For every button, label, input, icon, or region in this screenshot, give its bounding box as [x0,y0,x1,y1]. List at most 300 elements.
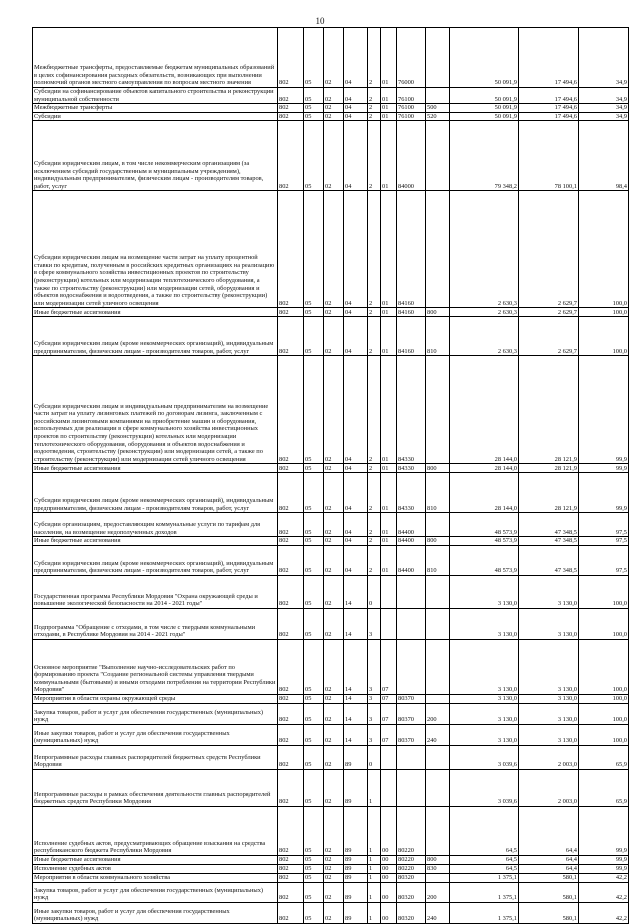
cell-vr: 200 [426,703,450,724]
cell-dir: 80320 [397,882,426,902]
cell-om: 01 [381,545,397,575]
cell-grbs: 802 [278,191,304,308]
cell-fact: 3 130,0 [519,608,579,639]
cell-om: 07 [381,639,397,694]
cell-pct: 100,0 [579,724,629,745]
cell-om [381,769,397,806]
cell-rz: 05 [304,28,324,88]
cell-plan: 3 130,0 [450,575,519,608]
cell-gp: 14 [344,703,368,724]
cell-om: 00 [381,864,397,873]
cell-vr: 800 [426,464,450,473]
cell-om: 01 [381,317,397,356]
cell-pr: 02 [324,694,344,703]
cell-om: 01 [381,308,397,317]
cell-pp: 3 [368,608,381,639]
cell-rz: 05 [304,873,324,882]
cell-dir: 76100 [397,112,426,121]
cell-pp: 1 [368,873,381,882]
cell-rz: 05 [304,537,324,546]
cell-pp: 2 [368,104,381,113]
cell-grbs: 802 [278,28,304,88]
table-row [33,513,629,537]
table-body [33,28,629,924]
cell-grbs: 802 [278,855,304,864]
table-row [33,317,629,356]
cell-vr [426,806,450,855]
cell-gp: 14 [344,694,368,703]
cell-pr: 02 [324,745,344,769]
cell-plan: 79 348,2 [450,121,519,191]
cell-dir: 84000 [397,121,426,191]
cell-grbs: 802 [278,473,304,513]
cell-grbs: 802 [278,121,304,191]
cell-plan: 1 375,1 [450,882,519,902]
cell-gp: 04 [344,473,368,513]
cell-fact: 2 629,7 [519,308,579,317]
table-row [33,745,629,769]
cell-pct: 34,9 [579,112,629,121]
cell-fact: 28 121,9 [519,464,579,473]
cell-fact: 2 003,0 [519,769,579,806]
cell-pr: 02 [324,882,344,902]
cell-dir: 84330 [397,464,426,473]
cell-dir: 80220 [397,806,426,855]
cell-gp: 04 [344,112,368,121]
table-row [33,28,629,88]
cell-plan: 3 130,0 [450,608,519,639]
cell-vr [426,88,450,104]
cell-pct: 100,0 [579,191,629,308]
cell-vr [426,639,450,694]
cell-fact: 17 494,6 [519,112,579,121]
cell-rz: 05 [304,864,324,873]
cell-pp: 3 [368,694,381,703]
cell-grbs: 802 [278,703,304,724]
cell-om: 01 [381,464,397,473]
cell-dir: 84400 [397,545,426,575]
cell-vr: 240 [426,902,450,923]
cell-gp: 04 [344,317,368,356]
cell-name: Субсидии юридическим лицам (кроме некоммерческих организаций), индивидуальным предпринимателям, физическим лицам - производителям товаров, работ, услуг [33,545,278,575]
cell-rz: 05 [304,902,324,923]
cell-gp: 89 [344,882,368,902]
cell-name: Субсидии юридическим лицам (кроме некоммерческих организаций), индивидуальным предпринимателям, физическим лицам - производителям товаров, работ, услуг [33,473,278,513]
cell-pr: 02 [324,191,344,308]
cell-om [381,745,397,769]
table-row [33,356,629,464]
cell-dir: 84160 [397,308,426,317]
cell-pr: 02 [324,769,344,806]
cell-pct: 98,4 [579,121,629,191]
cell-rz: 05 [304,575,324,608]
cell-fact: 47 348,5 [519,545,579,575]
cell-pct: 65,9 [579,769,629,806]
cell-dir: 84400 [397,537,426,546]
cell-name: Межбюджетные трансферты, предоставляемые бюджетам муниципальных образований в целях софинансирования расходных обязательств, возникающих при выполнении полномочий органов местного самоуправления по вопросам местного значения [33,28,278,88]
cell-grbs: 802 [278,694,304,703]
cell-pr: 02 [324,864,344,873]
cell-fact: 78 100,1 [519,121,579,191]
cell-grbs: 802 [278,769,304,806]
table-row [33,88,629,104]
cell-grbs: 802 [278,608,304,639]
cell-rz: 05 [304,724,324,745]
cell-pp: 1 [368,864,381,873]
cell-grbs: 802 [278,464,304,473]
cell-name: Иные закупки товаров, работ и услуг для обеспечения государственных (муниципальных) нужд [33,724,278,745]
cell-fact: 28 121,9 [519,356,579,464]
cell-pp: 1 [368,882,381,902]
cell-plan: 28 144,0 [450,356,519,464]
cell-pct: 100,0 [579,308,629,317]
cell-plan: 48 573,9 [450,513,519,537]
table-row [33,104,629,113]
cell-pr: 02 [324,513,344,537]
cell-pp: 1 [368,806,381,855]
table-row [33,191,629,308]
cell-grbs: 802 [278,745,304,769]
cell-gp: 04 [344,356,368,464]
table-row [33,882,629,902]
cell-om: 01 [381,537,397,546]
cell-gp: 04 [344,308,368,317]
cell-grbs: 802 [278,537,304,546]
cell-name: Субсидии юридическим лицам (кроме некоммерческих организаций), индивидуальным предпринимателям, физическим лицам - производителям товаров, работ, услуг [33,317,278,356]
cell-grbs: 802 [278,317,304,356]
cell-pct: 97,5 [579,513,629,537]
cell-name: Субсидии на софинансирование объектов капитального строительства и реконструкции муниципальной собственности [33,88,278,104]
cell-gp: 04 [344,121,368,191]
cell-dir: 76100 [397,88,426,104]
cell-name: Исполнение судебных актов [33,864,278,873]
cell-pr: 02 [324,855,344,864]
cell-rz: 05 [304,855,324,864]
cell-fact: 17 494,6 [519,28,579,88]
cell-fact: 580,1 [519,902,579,923]
table-row [33,694,629,703]
cell-pct: 99,9 [579,806,629,855]
table-row [33,806,629,855]
cell-pr: 02 [324,473,344,513]
cell-vr: 830 [426,864,450,873]
cell-plan: 2 630,3 [450,317,519,356]
table-row [33,473,629,513]
cell-rz: 05 [304,703,324,724]
cell-pp: 2 [368,308,381,317]
cell-om: 01 [381,473,397,513]
cell-vr: 520 [426,112,450,121]
cell-vr: 810 [426,317,450,356]
cell-pp: 2 [368,28,381,88]
cell-pp: 0 [368,745,381,769]
cell-pct: 99,9 [579,473,629,513]
cell-rz: 05 [304,308,324,317]
cell-pr: 02 [324,121,344,191]
cell-pp: 2 [368,537,381,546]
cell-name: Субсидии юридическим лицам, в том числе некоммерческим организациям (за исключением субсидий государственным и муниципальным учреждениям), индивидуальным предпринимателям, физическим лицам - производителям товаров, работ, услуг [33,121,278,191]
cell-vr [426,694,450,703]
cell-plan: 64,5 [450,806,519,855]
table-row [33,537,629,546]
cell-fact: 17 494,6 [519,88,579,104]
page-number: 10 [315,16,325,26]
cell-grbs: 802 [278,88,304,104]
cell-plan: 2 630,3 [450,308,519,317]
cell-fact: 3 130,0 [519,724,579,745]
cell-pr: 02 [324,639,344,694]
cell-om [381,608,397,639]
cell-dir: 80370 [397,724,426,745]
cell-om: 01 [381,112,397,121]
cell-pp: 2 [368,88,381,104]
cell-gp: 89 [344,745,368,769]
table-row [33,855,629,864]
cell-vr: 800 [426,308,450,317]
cell-gp: 04 [344,191,368,308]
cell-rz: 05 [304,745,324,769]
cell-gp: 89 [344,902,368,923]
cell-rz: 05 [304,882,324,902]
budget-table [32,27,629,924]
cell-vr [426,745,450,769]
cell-plan: 3 130,0 [450,703,519,724]
cell-vr: 200 [426,882,450,902]
cell-rz: 05 [304,806,324,855]
cell-gp: 14 [344,575,368,608]
cell-dir [397,745,426,769]
cell-plan: 3 130,0 [450,694,519,703]
cell-om: 01 [381,121,397,191]
cell-vr [426,513,450,537]
cell-pr: 02 [324,104,344,113]
cell-pp: 2 [368,545,381,575]
cell-grbs: 802 [278,308,304,317]
cell-rz: 05 [304,112,324,121]
cell-name: Иные бюджетные ассигнования [33,537,278,546]
cell-pr: 02 [324,308,344,317]
cell-name: Непрограммные расходы главных распорядителей бюджетных средств Республики Мордовия [33,745,278,769]
cell-name: Подпрограмма "Обращение с отходами, в том числе с твердыми коммунальными отходами, в Республике Мордовия на 2014 - 2021 годы" [33,608,278,639]
cell-fact: 64,4 [519,806,579,855]
table-row [33,545,629,575]
cell-rz: 05 [304,639,324,694]
cell-vr: 240 [426,724,450,745]
cell-pp: 3 [368,703,381,724]
cell-plan: 50 091,9 [450,112,519,121]
cell-grbs: 802 [278,864,304,873]
cell-dir [397,575,426,608]
cell-pct: 97,5 [579,537,629,546]
cell-name: Мероприятия в области охраны окружающей среды [33,694,278,703]
cell-fact: 28 121,9 [519,473,579,513]
cell-pr: 02 [324,317,344,356]
cell-vr: 810 [426,545,450,575]
cell-plan: 64,5 [450,864,519,873]
cell-pct: 34,9 [579,28,629,88]
cell-gp: 14 [344,724,368,745]
cell-name: Закупка товаров, работ и услуг для обеспечения государственных (муниципальных) нужд [33,703,278,724]
cell-vr: 800 [426,855,450,864]
cell-grbs: 802 [278,104,304,113]
cell-vr: 800 [426,537,450,546]
cell-pr: 02 [324,545,344,575]
cell-gp: 89 [344,806,368,855]
cell-gp: 89 [344,864,368,873]
cell-pct: 99,9 [579,356,629,464]
cell-pp: 2 [368,191,381,308]
cell-dir [397,639,426,694]
cell-name: Основное мероприятие "Выполнение научно-исследовательских работ по формированию проекта "Создание региональной системы управления твердыми коммунальными (бытовыми) и иными отходами потребления на территории Республики Мордовия" [33,639,278,694]
cell-dir: 80320 [397,873,426,882]
cell-pct: 99,9 [579,855,629,864]
cell-om: 00 [381,902,397,923]
cell-grbs: 802 [278,639,304,694]
cell-vr [426,769,450,806]
cell-fact: 17 494,6 [519,104,579,113]
cell-rz: 05 [304,88,324,104]
cell-name: Субсидии юридическим лицам и индивидуальным предпринимателям на возмещение части затрат на уплату лизинговых платежей по договорам лизинга, заключенным с российскими лизинговыми компаниями на приобретение машин и оборудования, используемых для реализации в сфере коммунального хозяйства инвестиционных проектов по строительству (реконструкции) котельных или модернизации теплотехнического оборудования, оборудования и объектов водоснабжения и водоотведения, строительству (реконструкции) или модернизации сетей, а также по строительству (реконструкции) или модернизации сетей уличного освещения [33,356,278,464]
cell-fact: 2 003,0 [519,745,579,769]
cell-fact: 47 348,5 [519,513,579,537]
cell-plan: 28 144,0 [450,473,519,513]
cell-pct: 100,0 [579,608,629,639]
cell-pr: 02 [324,703,344,724]
cell-fact: 3 130,0 [519,639,579,694]
cell-pr: 02 [324,608,344,639]
cell-rz: 05 [304,464,324,473]
cell-gp: 89 [344,769,368,806]
cell-pct: 34,9 [579,88,629,104]
cell-dir: 84330 [397,473,426,513]
table-row [33,112,629,121]
cell-om: 01 [381,191,397,308]
cell-name: Закупка товаров, работ и услуг для обеспечения государственных (муниципальных) нужд [33,882,278,902]
cell-pp: 1 [368,855,381,864]
cell-rz: 05 [304,121,324,191]
cell-pp: 3 [368,639,381,694]
cell-dir: 84160 [397,191,426,308]
cell-pp: 1 [368,902,381,923]
cell-rz: 05 [304,104,324,113]
cell-pct: 42,2 [579,902,629,923]
cell-plan: 64,5 [450,855,519,864]
cell-grbs: 802 [278,902,304,923]
table-row [33,864,629,873]
cell-dir: 84330 [397,356,426,464]
cell-plan: 50 091,9 [450,104,519,113]
cell-plan: 3 130,0 [450,639,519,694]
cell-vr [426,28,450,88]
cell-vr [426,121,450,191]
cell-gp: 04 [344,88,368,104]
cell-dir: 80320 [397,902,426,923]
cell-rz: 05 [304,694,324,703]
cell-plan: 3 039,6 [450,745,519,769]
cell-pct: 65,9 [579,745,629,769]
cell-om: 01 [381,104,397,113]
cell-grbs: 802 [278,513,304,537]
cell-dir: 76100 [397,104,426,113]
cell-grbs: 802 [278,545,304,575]
cell-pct: 100,0 [579,703,629,724]
cell-pr: 02 [324,112,344,121]
cell-pct: 99,9 [579,464,629,473]
cell-plan: 50 091,9 [450,28,519,88]
cell-pp: 3 [368,724,381,745]
cell-pr: 02 [324,28,344,88]
table-row [33,464,629,473]
cell-grbs: 802 [278,873,304,882]
cell-gp: 89 [344,855,368,864]
cell-fact: 64,4 [519,855,579,864]
cell-plan: 50 091,9 [450,88,519,104]
cell-gp: 89 [344,873,368,882]
cell-om: 00 [381,873,397,882]
cell-plan: 48 573,9 [450,537,519,546]
cell-name: Иные бюджетные ассигнования [33,308,278,317]
cell-name: Иные бюджетные ассигнования [33,855,278,864]
cell-pct: 34,9 [579,104,629,113]
cell-gp: 04 [344,545,368,575]
cell-fact: 580,1 [519,873,579,882]
cell-grbs: 802 [278,112,304,121]
cell-vr [426,191,450,308]
cell-om: 07 [381,724,397,745]
cell-grbs: 802 [278,575,304,608]
cell-plan: 3 130,0 [450,724,519,745]
cell-fact: 3 130,0 [519,575,579,608]
cell-pct: 42,2 [579,873,629,882]
cell-vr [426,575,450,608]
cell-grbs: 802 [278,806,304,855]
cell-pct: 100,0 [579,639,629,694]
cell-plan: 48 573,9 [450,545,519,575]
cell-gp: 14 [344,608,368,639]
cell-gp: 04 [344,513,368,537]
cell-pr: 02 [324,902,344,923]
cell-rz: 05 [304,356,324,464]
cell-pp: 2 [368,356,381,464]
cell-om: 00 [381,882,397,902]
cell-pr: 02 [324,724,344,745]
cell-vr: 500 [426,104,450,113]
cell-name: Субсидии организациям, предоставляющим коммунальные услуги по тарифам для населения, на возмещение недополученных доходов [33,513,278,537]
cell-pr: 02 [324,88,344,104]
cell-pp: 2 [368,513,381,537]
cell-fact: 580,1 [519,882,579,902]
cell-pp: 0 [368,575,381,608]
cell-om: 00 [381,806,397,855]
cell-dir: 80220 [397,855,426,864]
cell-gp: 04 [344,28,368,88]
cell-name: Иные бюджетные ассигнования [33,464,278,473]
cell-fact: 64,4 [519,864,579,873]
cell-dir: 80370 [397,694,426,703]
cell-pp: 2 [368,464,381,473]
cell-pp: 2 [368,317,381,356]
cell-rz: 05 [304,473,324,513]
cell-dir: 80220 [397,864,426,873]
cell-name: Исполнение судебных актов, предусматривающих обращение взыскания на средства республиканского бюджета Республики Мордовия [33,806,278,855]
cell-plan: 1 375,1 [450,873,519,882]
cell-dir: 84160 [397,317,426,356]
cell-pr: 02 [324,464,344,473]
cell-fact: 47 348,5 [519,537,579,546]
cell-gp: 04 [344,537,368,546]
cell-name: Государственная программа Республики Мордовия "Охрана окружающей среды и повышение экологической безопасности на 2014 - 2021 годы" [33,575,278,608]
cell-pct: 100,0 [579,575,629,608]
